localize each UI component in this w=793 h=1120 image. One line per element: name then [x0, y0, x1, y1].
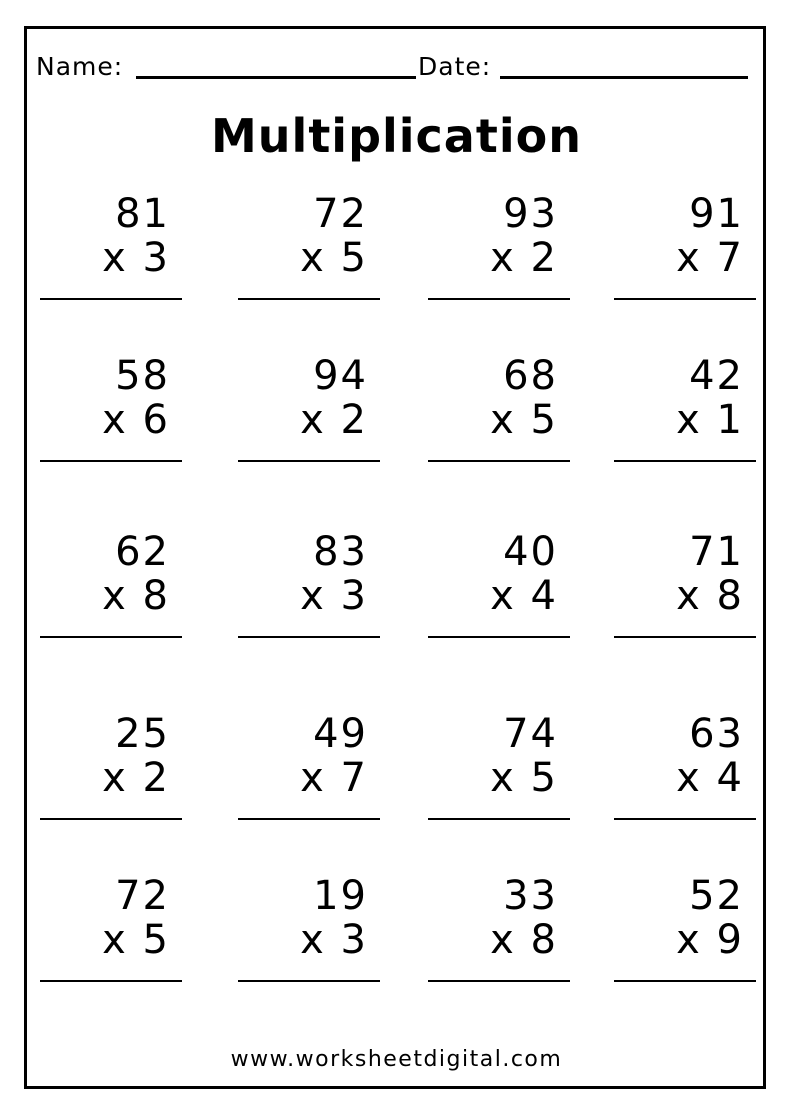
multiplier: x 8 [676, 573, 744, 619]
problem-r5-c2 [238, 872, 380, 982]
multiplicand: 81 [115, 191, 170, 237]
multiplier: x 8 [102, 573, 170, 619]
multiplicand: 33 [503, 873, 558, 919]
answer-line[interactable] [614, 818, 756, 820]
multiplier: x 4 [490, 573, 558, 619]
multiplier: x 6 [102, 397, 170, 443]
multiplicand: 91 [689, 191, 744, 237]
answer-line[interactable] [614, 980, 756, 982]
answer-line[interactable] [428, 298, 570, 300]
multiplicand: 52 [689, 873, 744, 919]
multiplier: x 7 [676, 235, 744, 281]
answer-line[interactable] [428, 980, 570, 982]
problem-r2-c1 [40, 352, 182, 462]
problem-r5-c4 [614, 872, 756, 982]
multiplicand: 94 [313, 353, 368, 399]
multiplier: x 5 [490, 397, 558, 443]
multiplicand: 63 [689, 711, 744, 757]
problem-r4-c3 [428, 710, 570, 820]
problem-r2-c2 [238, 352, 380, 462]
multiplicand: 68 [503, 353, 558, 399]
problem-r3-c4 [614, 528, 756, 638]
problem-r5-c1 [40, 872, 182, 982]
multiplier: x 2 [102, 755, 170, 801]
answer-line[interactable] [428, 818, 570, 820]
multiplicand: 49 [313, 711, 368, 757]
footer-website: www.worksheetdigital.com [230, 1047, 563, 1072]
multiplicand: 93 [503, 191, 558, 237]
problem-r2-c4 [614, 352, 756, 462]
multiplicand: 71 [689, 529, 744, 575]
page-title: Multiplication [211, 109, 582, 163]
problem-r1-c4 [614, 190, 756, 300]
problem-r4-c4 [614, 710, 756, 820]
multiplier: x 1 [676, 397, 744, 443]
answer-line[interactable] [614, 298, 756, 300]
problem-r2-c3 [428, 352, 570, 462]
problem-r4-c2 [238, 710, 380, 820]
problem-r5-c3 [428, 872, 570, 982]
multiplier: x 5 [300, 235, 368, 281]
problem-r3-c3 [428, 528, 570, 638]
name-label: Name: [36, 52, 124, 81]
problem-r3-c1 [40, 528, 182, 638]
answer-line[interactable] [428, 460, 570, 462]
multiplier: x 2 [300, 397, 368, 443]
answer-line[interactable] [40, 818, 182, 820]
problem-r3-c2 [238, 528, 380, 638]
answer-line[interactable] [238, 636, 380, 638]
multiplier: x 9 [676, 917, 744, 963]
multiplicand: 19 [313, 873, 368, 919]
problem-r4-c1 [40, 710, 182, 820]
multiplier: x 3 [102, 235, 170, 281]
multiplier: x 4 [676, 755, 744, 801]
problem-r1-c3 [428, 190, 570, 300]
multiplicand: 40 [503, 529, 558, 575]
date-field[interactable] [500, 76, 748, 79]
date-label: Date: [418, 52, 492, 81]
multiplicand: 25 [115, 711, 170, 757]
answer-line[interactable] [614, 460, 756, 462]
multiplier: x 7 [300, 755, 368, 801]
answer-line[interactable] [428, 636, 570, 638]
multiplier: x 3 [300, 917, 368, 963]
answer-line[interactable] [238, 980, 380, 982]
multiplicand: 72 [313, 191, 368, 237]
answer-line[interactable] [40, 636, 182, 638]
multiplier: x 3 [300, 573, 368, 619]
answer-line[interactable] [40, 460, 182, 462]
answer-line[interactable] [614, 636, 756, 638]
answer-line[interactable] [238, 818, 380, 820]
name-field[interactable] [136, 76, 416, 79]
multiplicand: 58 [115, 353, 170, 399]
answer-line[interactable] [238, 460, 380, 462]
multiplier: x 5 [102, 917, 170, 963]
problem-r1-c1 [40, 190, 182, 300]
multiplier: x 8 [490, 917, 558, 963]
answer-line[interactable] [40, 980, 182, 982]
answer-line[interactable] [40, 298, 182, 300]
multiplicand: 83 [313, 529, 368, 575]
multiplier: x 5 [490, 755, 558, 801]
multiplicand: 74 [503, 711, 558, 757]
multiplicand: 72 [115, 873, 170, 919]
multiplier: x 2 [490, 235, 558, 281]
multiplicand: 42 [689, 353, 744, 399]
multiplicand: 62 [115, 529, 170, 575]
answer-line[interactable] [238, 298, 380, 300]
problem-r1-c2 [238, 190, 380, 300]
